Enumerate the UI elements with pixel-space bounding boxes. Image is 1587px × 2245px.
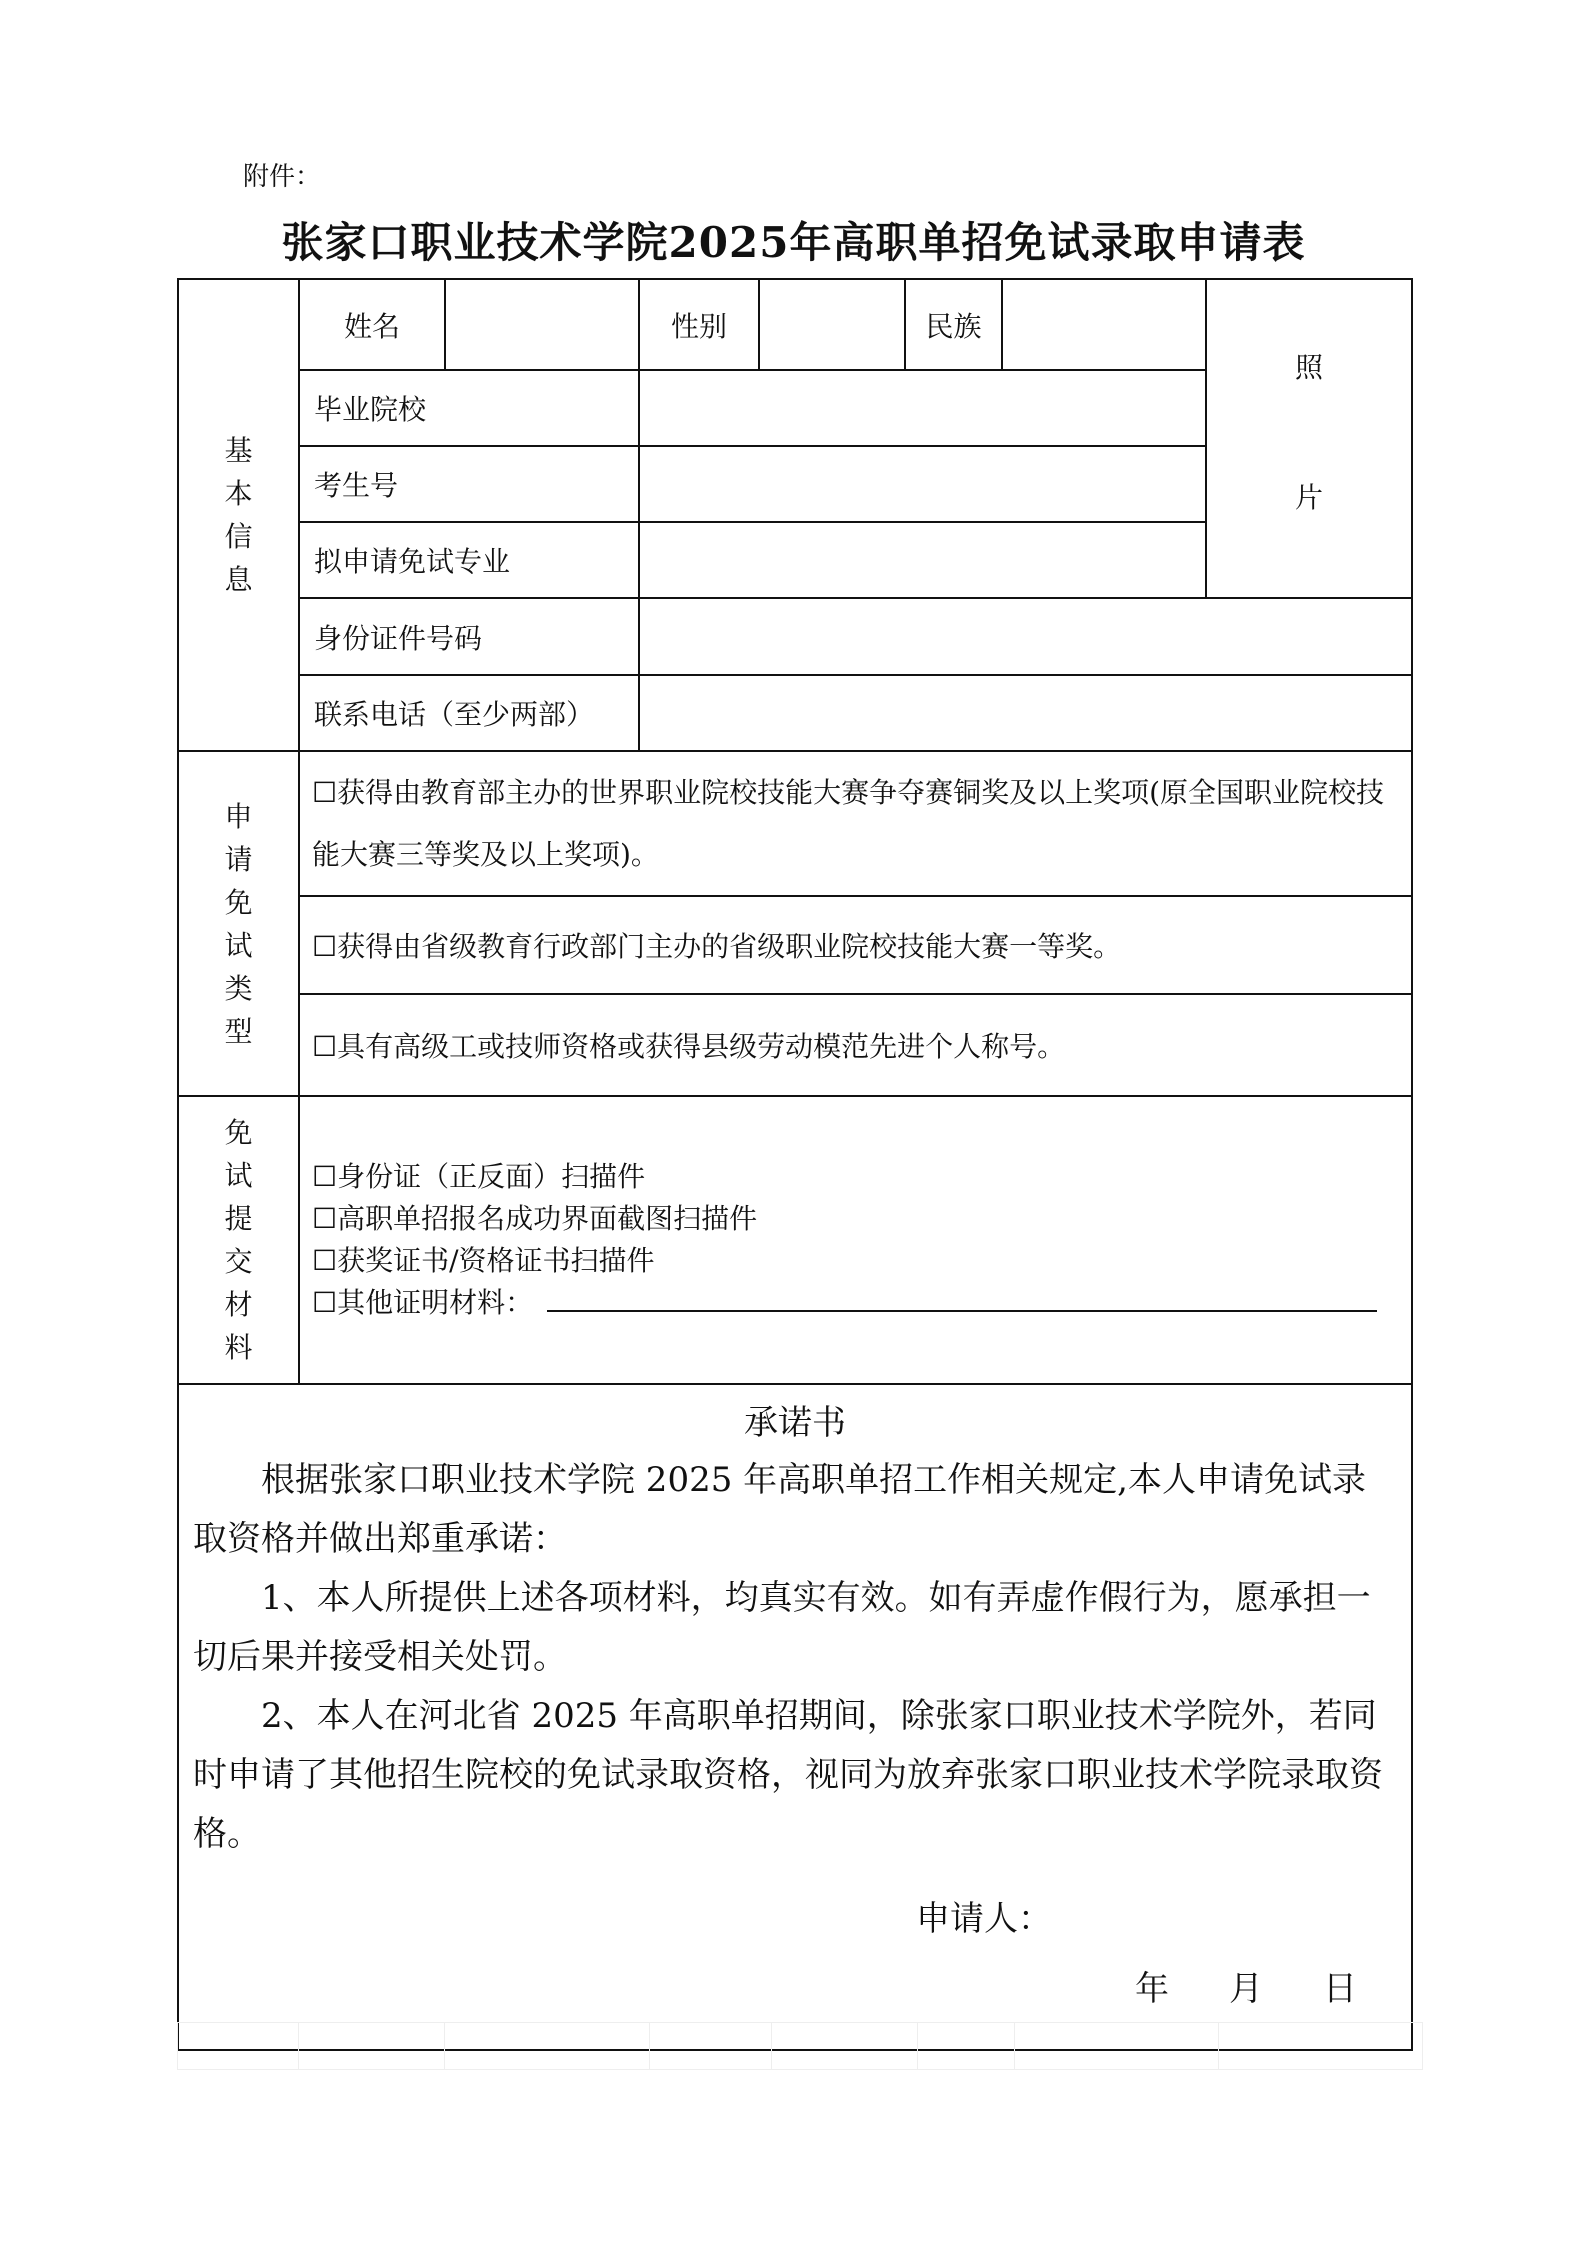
material-item-other[interactable]: ☐其他证明材料： <box>312 1282 1399 1324</box>
material-item-certificate-scan[interactable]: ☐获奖证书/资格证书扫描件 <box>312 1244 655 1277</box>
id-number-label: 身份证件号码 <box>299 598 639 675</box>
materials-section-label: 免 试 提 交 材 料 <box>178 1096 299 1384</box>
basic-info-section-label: 基 本 信 息 <box>178 279 299 751</box>
materials-list <box>299 1096 1412 1384</box>
material-item-registration-screenshot[interactable]: ☐高职单招报名成功界面截图扫描件 <box>312 1202 758 1235</box>
id-number-field[interactable] <box>639 598 1412 675</box>
faint-trailing-row <box>177 2022 1423 2070</box>
applicant-signature[interactable]: 申请人： <box>916 1899 1052 1939</box>
ethnicity-field[interactable] <box>1002 279 1206 370</box>
pledge-heading: 承诺书 <box>744 1403 846 1443</box>
school-label: 毕业院校 <box>299 370 639 446</box>
attachment-label: 附件： <box>243 162 322 192</box>
photo-label-1: 照 <box>1294 351 1323 384</box>
pledge-paragraph-intro: 根据张家口职业技术学院 2025 年高职单招工作相关规定,本人申请免试录取资格并做出郑重承诺： <box>193 1460 1366 1559</box>
material-item-id-scan[interactable]: ☐身份证（正反面）扫描件 <box>312 1160 646 1193</box>
major-field[interactable] <box>639 522 1206 598</box>
photo-label-2: 片 <box>1294 481 1323 514</box>
signature-date[interactable]: 年 月 日 <box>1135 1969 1357 2009</box>
name-label: 姓名 <box>299 279 445 370</box>
gender-field[interactable] <box>759 279 905 370</box>
exemption-option-1[interactable]: ☐获得由教育部主办的世界职业院校技能大赛争夺赛铜奖及以上奖项(原全国职业院校技能大赛三等奖及以上奖项)。 <box>299 751 1412 896</box>
pledge-paragraph-1: 1、本人所提供上述各项材料，均真实有效。如有弄虚作假行为，愿承担一切后果并接受相关处罚。 <box>193 1578 1371 1677</box>
photo-box[interactable] <box>1206 279 1412 598</box>
exemption-type-section-label: 申 请 免 试 类 型 <box>178 751 299 1096</box>
ethnicity-label: 民族 <box>905 279 1002 370</box>
name-field[interactable] <box>445 279 639 370</box>
exam-number-field[interactable] <box>639 446 1206 522</box>
application-form-table <box>177 278 1413 2051</box>
other-materials-fill-line[interactable] <box>547 1310 1377 1312</box>
pledge-section <box>178 1384 1412 2050</box>
school-field[interactable] <box>639 370 1206 446</box>
exemption-option-3[interactable]: ☐具有高级工或技师资格或获得县级劳动模范先进个人称号。 <box>299 994 1412 1096</box>
major-label: 拟申请免试专业 <box>299 522 639 598</box>
pledge-paragraph-2: 2、本人在河北省 2025 年高职单招期间，除张家口职业技术学院外，若同时申请了其他招生院校的免试录取资格，视同为放弃张家口职业技术学院录取资格。 <box>193 1696 1383 1854</box>
exemption-option-2[interactable]: ☐获得由省级教育行政部门主办的省级职业院校技能大赛一等奖。 <box>299 896 1412 994</box>
gender-label: 性别 <box>639 279 759 370</box>
page-title: 张家口职业技术学院2025年高职单招免试录取申请表 <box>281 218 1306 267</box>
phone-field[interactable] <box>639 675 1412 751</box>
exam-number-label: 考生号 <box>299 446 639 522</box>
phone-label: 联系电话（至少两部） <box>299 675 639 751</box>
